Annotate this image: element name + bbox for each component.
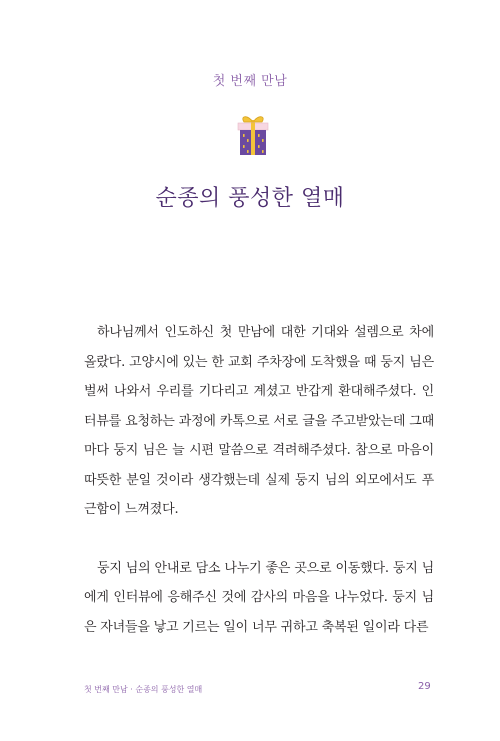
chapter-title: 순종의 풍성한 열매 bbox=[155, 186, 345, 211]
chapter-label: 첫 번째 만남 bbox=[212, 74, 288, 89]
paragraph: 둥지 님의 안내로 담소 나누기 좋은 곳으로 이동했다. 둥지 님에게 인터뷰에 응해주신 것에 감사의 마음을 나누었다. 둥지 님은 자녀들을 낳고 기르는 일이 너무 귀하고 축복된 일이라 다른 bbox=[84, 560, 434, 635]
body-text bbox=[84, 318, 434, 642]
gift-box-icon bbox=[235, 112, 271, 158]
paragraph: 하나님께서 인도하신 첫 만남에 대한 기대와 설렘으로 차에 올랐다. 고양시에 있는 한 교회 주차장에 도착했을 때 둥지 님은 벌써 나와서 우리를 기다리고 계셨고 반갑게 환대해주셨다. 인터뷰를 요청하는 과정에 카톡으로 서로 글을 주고받았는데 그때마다 둥지 님은 늘 시편 말씀으로 격려해주셨다. 참으로 마음이 따뜻한 분일 것이라 생각했는데 실제 둥지 님의 외모에서도 푸근함이 느껴졌다. bbox=[84, 325, 434, 517]
running-title: 첫 번째 만남 · 순종의 풍성한 열매 bbox=[84, 685, 203, 694]
page-number: 29 bbox=[418, 681, 431, 692]
